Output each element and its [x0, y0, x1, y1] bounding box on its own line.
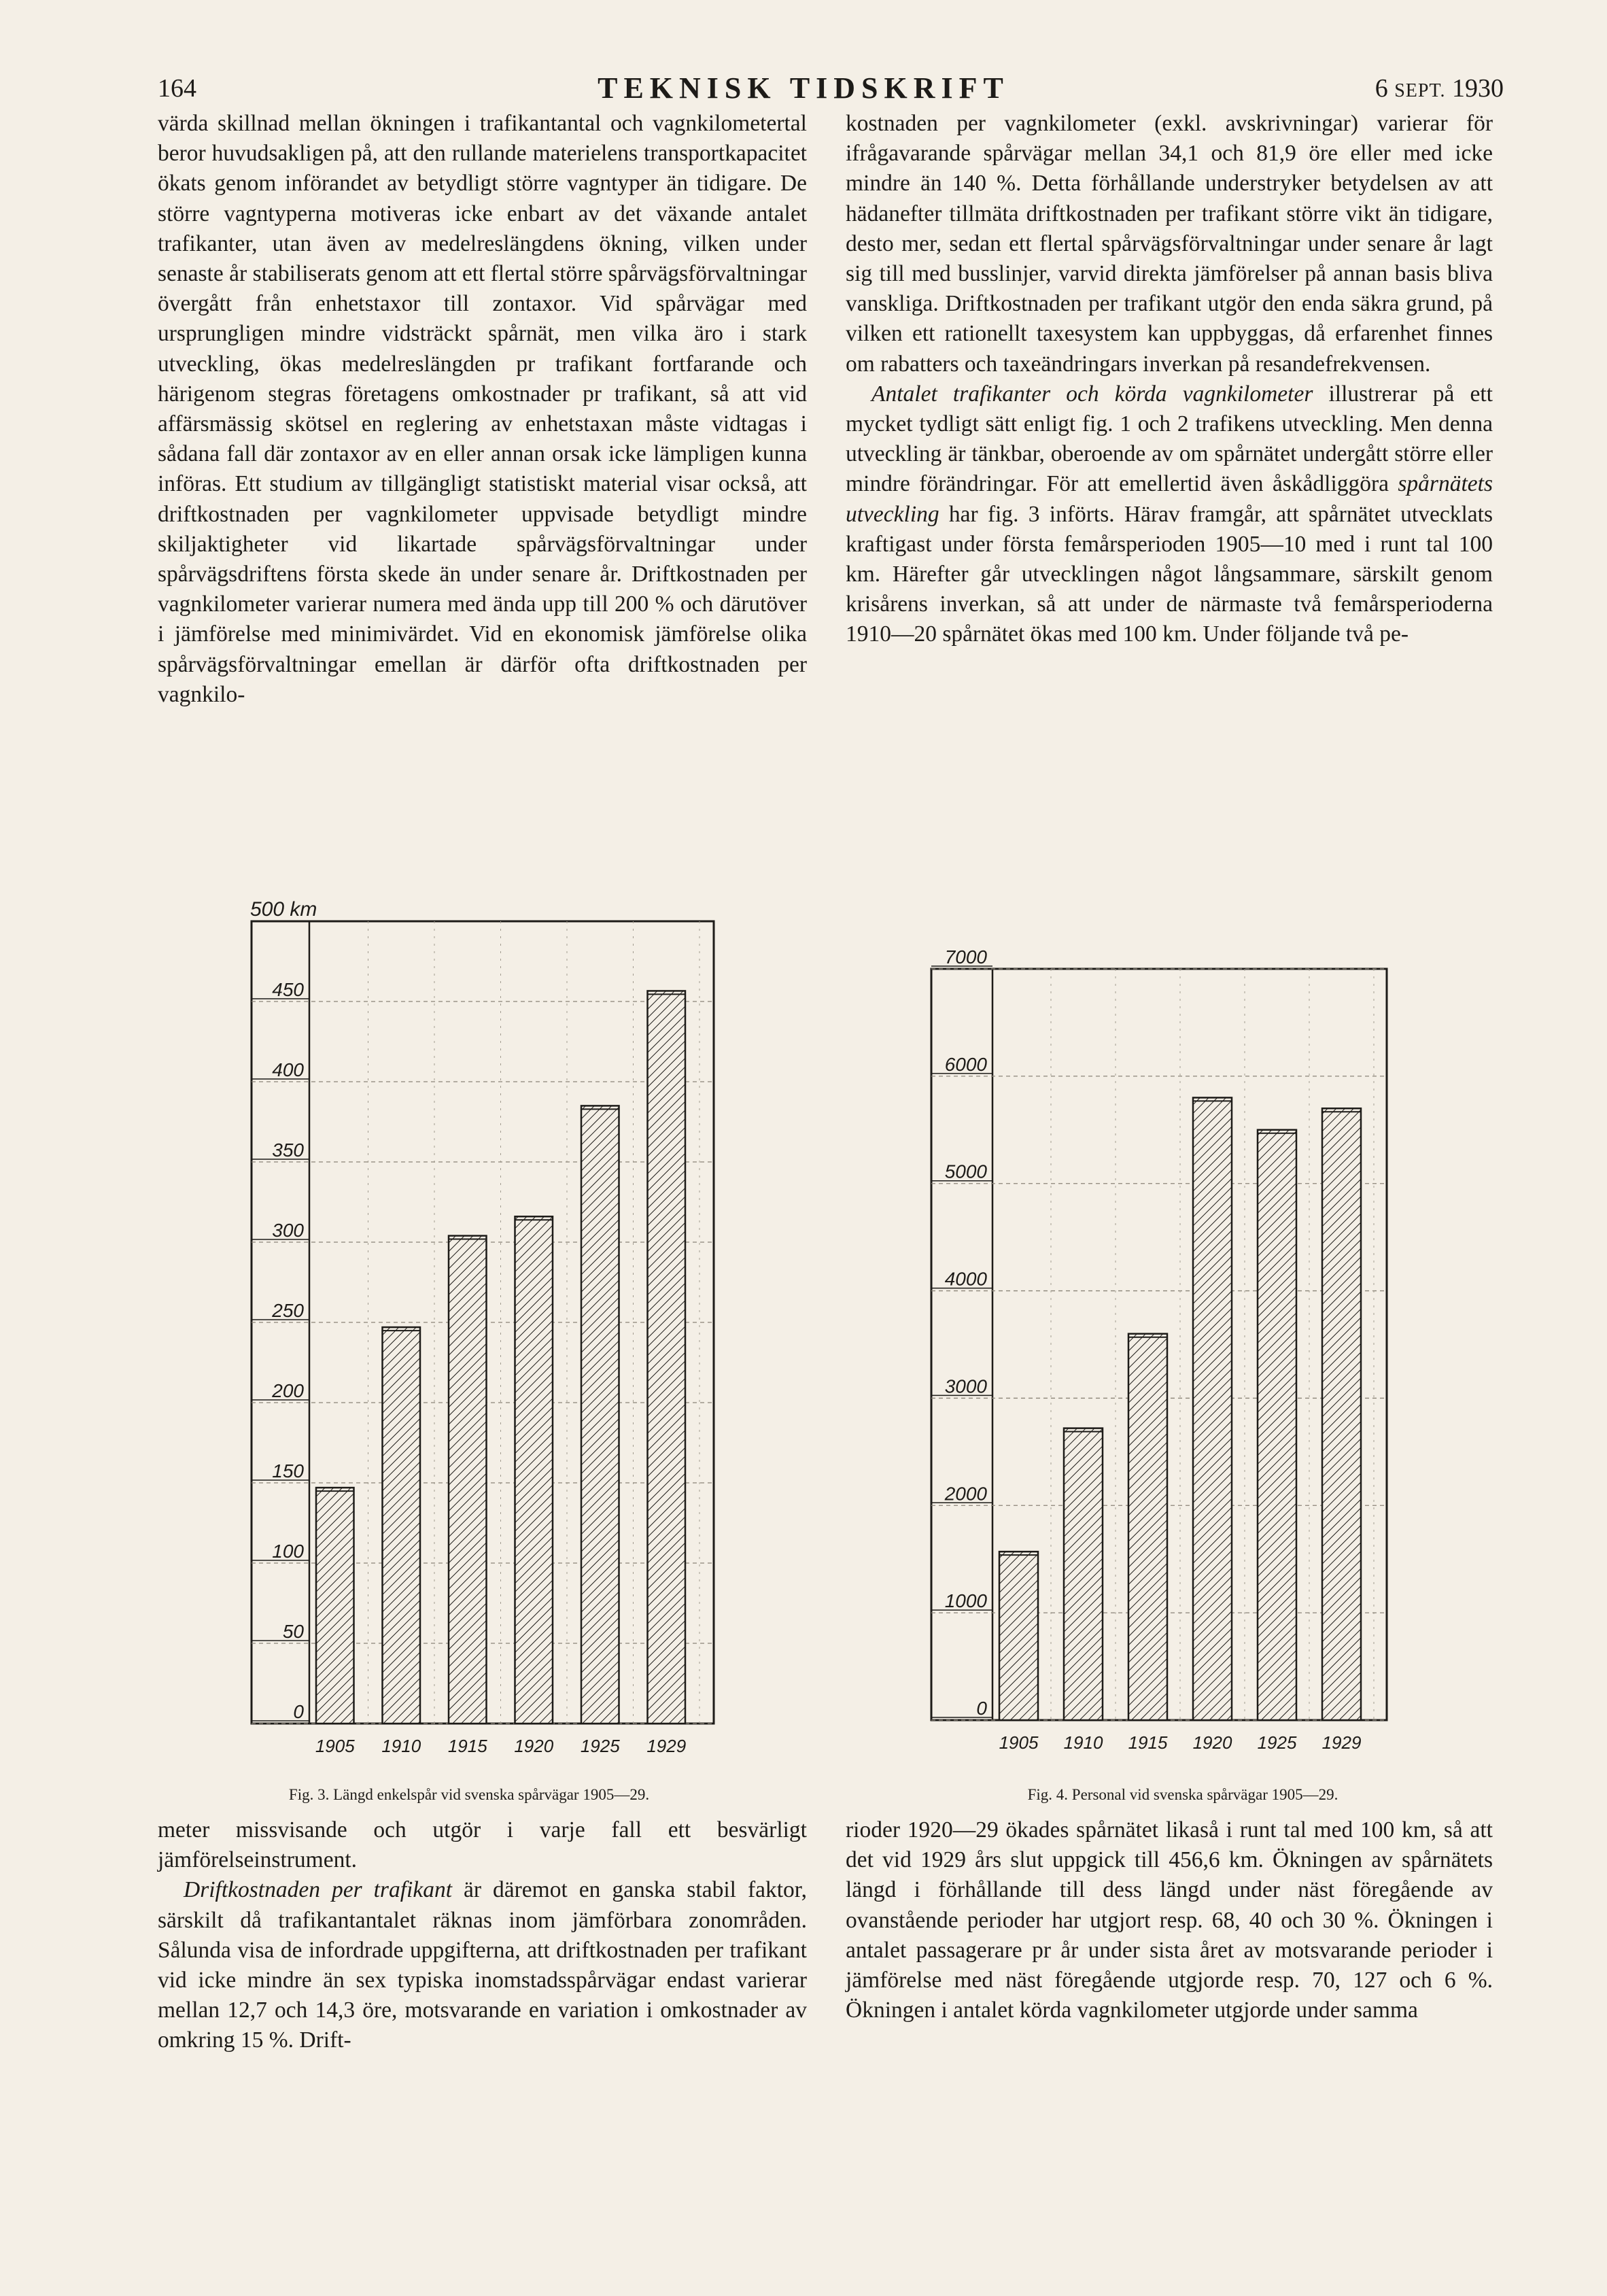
figure-3-caption: Fig. 3. Längd enkelspår vid svenska spårvägar 1905—29. [288, 1786, 650, 1803]
x-tick-label: 1905 [315, 1736, 355, 1756]
bar [648, 991, 686, 1724]
italic-heading: Driftkostnaden per trafikant [184, 1877, 453, 1903]
right-column-top [846, 109, 1493, 650]
y-tick-label: 0 [293, 1701, 304, 1722]
paragraph [158, 1875, 807, 2055]
italic-heading: Antalet trafikanter och körda vagnkilometer [871, 381, 1313, 407]
paragraph: kostnaden per vagnkilometer (exkl. avskrivningar) varierar för ifrågavarande spårvägar mellan 34,1 och 81,9 öre eller med icke mindre än 140 %. Detta förhållande understryker betydelsen av att hädanefter tillmäta driftkostnaden per trafikant större vikt än tidigare, desto mer, sedan ett flertal spårvägsförvaltningar under senare år lagt sig till med busslinjer, varvid direkta jämförelser på annan basis bliva vanskliga. Driftkostnaden per trafikant utgör den enda säkra grund, på vilken ett rationellt taxesystem kan uppbyggas, då erfarenhet finnes om rabatters och taxeändringars inverkan på resandefrekvensen. [846, 111, 1493, 377]
paragraph: meter missvisande och utgör i varje fall ett besvärligt jämförelseinstrument. [158, 1817, 807, 1873]
bar [515, 1216, 553, 1724]
x-tick-label: 1915 [1128, 1732, 1168, 1753]
right-column-bottom [846, 1815, 1493, 2025]
y-tick-label: 3000 [944, 1375, 987, 1397]
x-tick-label: 1905 [999, 1732, 1039, 1753]
y-tick-label: 0 [976, 1698, 987, 1719]
x-tick-label: 1925 [580, 1736, 620, 1756]
date-year: 1930 [1452, 74, 1504, 103]
y-tick-label: 150 [272, 1460, 304, 1481]
x-tick-label: 1920 [1192, 1732, 1232, 1753]
y-unit-label: 500 km [250, 898, 317, 921]
date-month: SEPT. [1394, 80, 1446, 101]
y-tick-label: 450 [272, 979, 304, 1000]
bar [1193, 1097, 1232, 1720]
y-tick-label: 1000 [944, 1590, 987, 1612]
y-tick-label: 300 [272, 1220, 304, 1241]
date-day: 6 [1375, 74, 1388, 103]
italic-term: spårnätets utveckling [846, 471, 1493, 527]
bar [999, 1552, 1038, 1720]
figure-4-chart [911, 945, 1414, 1781]
x-tick-label: 1910 [381, 1736, 421, 1756]
journal-title: TEKNISK TIDSKRIFT [598, 71, 1009, 105]
text-run: är däremot en ganska stabil faktor, särskilt då trafikantantalet räknas inom jämförbara zonområden. Sålunda visa de infordrade uppgifterna, att driftkostnaden per trafikant vid icke mindre än sex typiska inomstadsspårvägar endast varierar mellan 12,7 och 14,3 öre, motsvarande en variation i omkostnader av omkring 15 %. Drift- [158, 1877, 807, 2053]
bar [1322, 1108, 1361, 1720]
y-tick-label: 7000 [944, 946, 987, 967]
text-run: har fig. 3 införts. Härav framgår, att spårnätet utvecklats kraftigast under första femårsperioden 1905—10 med i runt tal 100 km. Härefter går utvecklingen något långsammare, särskilt genom krisårens inverkan, så att under de närmaste två femårsperioderna 1910—20 spårnätet ökas med 100 km. Under följande två pe- [846, 501, 1493, 647]
x-tick-label: 1929 [1321, 1732, 1362, 1753]
y-tick-label: 100 [272, 1541, 304, 1562]
y-tick-label: 400 [272, 1059, 304, 1080]
bar [449, 1236, 487, 1724]
figure-4-caption: Fig. 4. Personal vid svenska spårvägar 1905—29. [1027, 1786, 1338, 1803]
y-tick-label: 250 [272, 1300, 304, 1321]
bar [316, 1488, 354, 1724]
y-tick-label: 350 [272, 1140, 304, 1161]
y-tick-label: 5000 [944, 1161, 987, 1182]
text-run: illustrerar på ett mycket tydligt sätt enligt fig. 1 och 2 trafikens utveckling. Men denna utveckling är tänkbar, oberoende av om spårnätet undergått större eller mindre förändringar. För att emellertid även åskådliggöra [846, 381, 1493, 497]
x-tick-label: 1915 [447, 1736, 487, 1756]
left-column-bottom [158, 1815, 807, 2056]
y-tick-label: 200 [272, 1380, 304, 1401]
bar [581, 1106, 619, 1724]
x-tick-label: 1925 [1257, 1732, 1297, 1753]
bar [1064, 1428, 1103, 1720]
page-number: 164 [158, 74, 196, 103]
bar [383, 1327, 421, 1724]
x-tick-label: 1920 [514, 1736, 554, 1756]
figure-3-chart [231, 897, 748, 1781]
y-tick-label: 2000 [944, 1483, 987, 1505]
x-tick-label: 1929 [646, 1736, 687, 1756]
y-tick-label: 4000 [944, 1268, 987, 1290]
x-tick-label: 1910 [1063, 1732, 1103, 1753]
bar [1258, 1130, 1296, 1720]
y-tick-label: 50 [282, 1621, 304, 1642]
paragraph [846, 379, 1493, 650]
bar [1128, 1334, 1167, 1720]
paragraph: värda skillnad mellan ökningen i trafikantantal och vagnkilometertal beror huvudsakligen på, att den rullande materielens transportkapacitet ökats genom införandet av betydligt större vagntyper än tidigare. De större vagntyperna motiveras icke enbart av det växande antalet trafikanter, utan även av medelreslängdens ökning, vilken under senaste år stabiliserats genom att ett flertal större spårvägsförvaltningar övergått från enhetstaxor till zontaxor. Vid spårvägar med ursprungligen mindre vidsträckt spårnät, men vilka äro i stark utveckling, ökas medelreslängden pr trafikant fortfarande och härigenom stegras företagens omkostnader pr trafikant, så att vid affärsmässig skötsel en reglering av enhetstaxan måste vidtagas i sådana fall där zontaxor av en eller annan orsak icke lämpligen kunna införas. Ett studium av tillgängligt statistiskt material visar också, att driftkostnaden per vagnkilometer uppvisade betydligt mindre skiljaktigheter vid likartade spårvägsförvaltningar under spårvägsdriftens första skede än under senare år. Driftkostnaden per vagnkilometer varierar numera med ända upp till 200 % och därutöver i jämförelse med minimivärdet. Vid en ekonomisk jämförelse olika spårvägsförvaltningar emellan är därför ofta driftkostnaden per vagnkilo- [158, 111, 807, 707]
left-column-top [158, 109, 807, 710]
y-tick-label: 6000 [944, 1053, 987, 1075]
issue-date [1375, 73, 1504, 103]
paragraph: rioder 1920—29 ökades spårnätet likaså i runt tal med 100 km, så att det vid 1929 års slut uppgick till 456,6 km. Ökningen av spårnätets längd i förhållande till dess längd under näst föregående av ovanstående perioder har utgjort resp. 68, 40 och 30 %. Ökningen i antalet passagerare pr år under sista året av motsvarande perioder i jämförelse med näst föregående utgjorde resp. 70, 127 och 6 %. Ökningen i antalet körda vagnkilometer utgjorde under samma [846, 1817, 1493, 2023]
